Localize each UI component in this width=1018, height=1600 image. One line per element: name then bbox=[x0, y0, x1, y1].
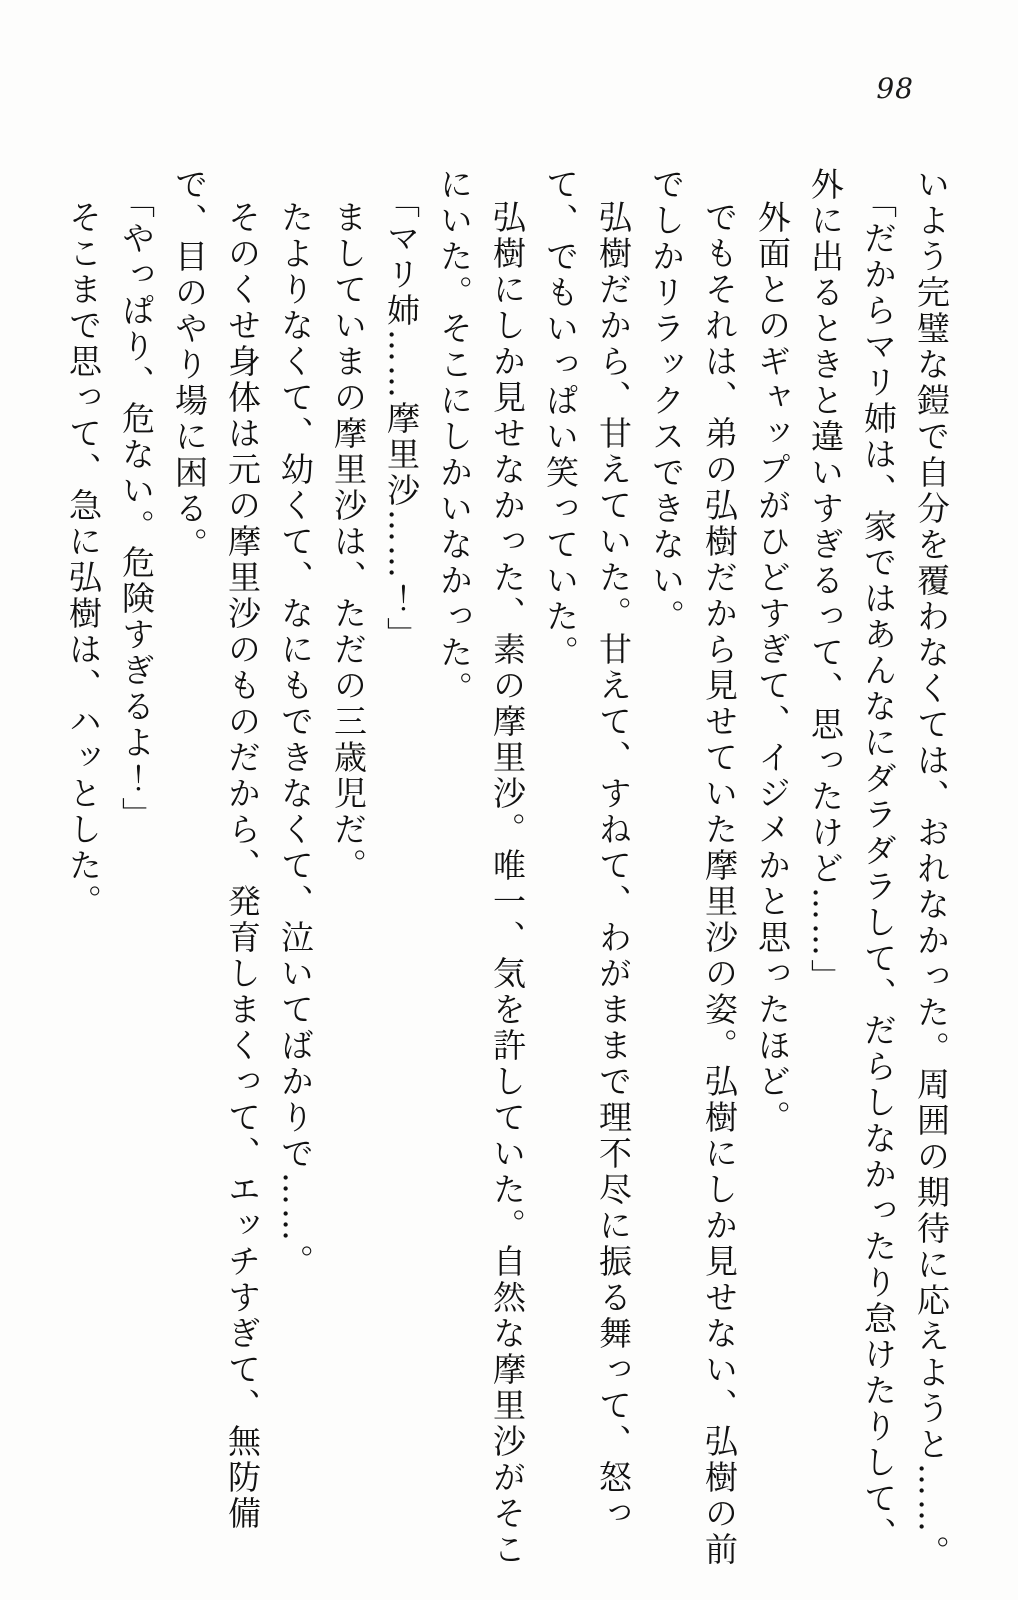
paragraph: ましていまの摩里沙は、ただの三歳児だ。 bbox=[329, 200, 368, 884]
paragraph: そこまで思って、急に弘樹は、ハッとした。 bbox=[64, 200, 103, 920]
paragraph: 弘樹にしか見せなかった、素の摩里沙。唯一、気を許していた。自然な摩里沙がそこにいた。そこにしかいなかった。 bbox=[435, 167, 527, 1568]
paragraph: そのくせ身体は元の摩里沙のものだから、発育しまくって、エッチすぎて、無防備で、目のやり場に困る。 bbox=[170, 167, 262, 1532]
paragraph-quote: 「だからマリ姉は、家ではあんなにダラダラして、だらしなかったり怠けたりして、外に出るときと違いすぎるって、思ったけど……」 bbox=[806, 167, 898, 1554]
paragraph: 外面とのギャップがひどすぎて、イジメかと思ったほど。 bbox=[753, 200, 792, 1136]
paragraph-quote: 「マリ姉……摩里沙……！」 bbox=[382, 185, 421, 654]
paragraph: いよう完璧な鎧で自分を覆わなくては、おれなかった。周囲の期待に応えようと……。 bbox=[912, 167, 951, 1571]
body-text bbox=[57, 167, 958, 1579]
paragraph-quote: 「やっぱり、危ない。危険すぎるよ！」 bbox=[117, 185, 156, 834]
paragraph: たよりなくて、幼くて、なにもできなくて、泣いてばかりで……。 bbox=[276, 200, 315, 1280]
page-number: 98 bbox=[876, 72, 914, 105]
paragraph: 弘樹だから、甘えていた。甘えて、すねて、わがままで理不尽に振る舞って、怒って、でもいっぱい笑っていた。 bbox=[541, 167, 633, 1532]
paragraph: でもそれは、弟の弘樹だから見せていた摩里沙の姿。弘樹にしか見せない、弘樹の前でしかリラックスできない。 bbox=[647, 167, 739, 1568]
